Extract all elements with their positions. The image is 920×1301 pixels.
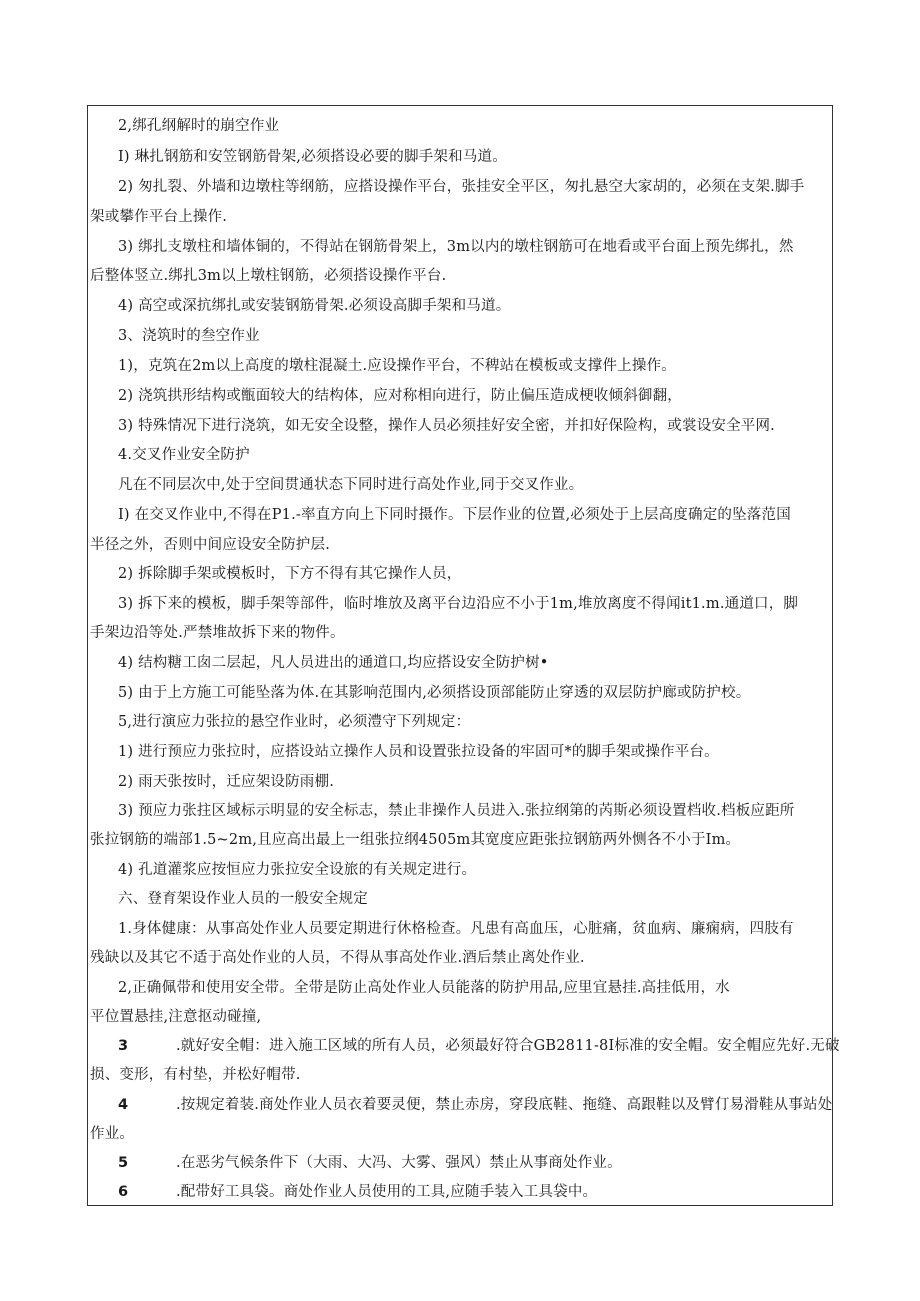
item-text: .在恶劣气候条件下（大雨、大冯、大雾、强风）禁止从事商处作业。: [176, 1155, 622, 1171]
paragraph-line: 平位置悬挂,注意抠动碰撞,: [90, 1009, 262, 1025]
paragraph-line: 损、变形，有村垫，并松好帽带.: [90, 1067, 301, 1083]
paragraph-line: 作业。: [90, 1126, 135, 1142]
paragraph-line: 2) 匆扎裂、外墙和边墩柱等纲筋，应搭设操作平台，张挂安全平区，匆扎悬空大家胡的，必须在支架.脚手: [118, 179, 805, 195]
paragraph-line: 2) 雨天张按时，迁应架设防雨棚.: [118, 774, 334, 790]
item-number: 6: [118, 1184, 129, 1200]
paragraph-line: 张拉钢筋的端部1.5~2m,且应高出最上一组张拉纲4505m其宽度应距张拉钢筋两外恻各不小于Im。: [90, 832, 741, 848]
paragraph-line: 5) 由于上方施工可能坠落为体.在其影响范围内,必须搭设顶部能防止穿透的双层防护廊或防护校。: [118, 685, 751, 701]
paragraph-line: 半径之外，否则中间应设安全防护层.: [90, 537, 331, 553]
item-number: 4: [118, 1097, 129, 1113]
section-heading-prestress: 5,进行演应力张拉的悬空作业时，必须澧守下列规定：: [118, 714, 471, 730]
section-title-general-rules: 六、登育架设作业人员的一般安全规定: [118, 891, 368, 907]
paragraph-line: 1)，克筑在2m以上高度的墩柱混凝土.应设操作平台，不稗站在模板或支撑件上操作。: [118, 358, 676, 374]
paragraph-line: 后整体竖立.绑扎3m以上墩柱钢筋，必须搭设操作平台.: [90, 268, 447, 284]
paragraph-line: 3) 预应力张拄区域标示明显的安全标志，禁止非操作人员进入.张拉纲第的芮斯必须设置档收.档板应距所: [118, 803, 795, 819]
paragraph-line: 1) 进行预应力张拉时，应搭设站立操作人员和设置张拉设备的牢固可*的脚手架或操作平台。: [118, 744, 719, 760]
paragraph-line: 2) 拆除脚手架或模板时，下方不得有其它操作人员，: [118, 566, 462, 582]
paragraph-line: 架或攀作平台上操作.: [90, 209, 228, 225]
paragraph-line: I) 琳扎钢筋和安笠钢筋骨架,必须搭设必要的脚手架和马道。: [118, 149, 507, 165]
numbered-item-5: [118, 1153, 622, 1173]
paragraph-line: 4) 孔道灌浆应按恒应力张拉安全设旅的有关规定进行。: [118, 862, 477, 878]
paragraph-line: 3) 特殊情况下进行浇筑，如无安全设整，操作人员必须挂好安全密，并扣好保险构，或裳设安全平网.: [118, 418, 775, 434]
section-heading-cross-work: 4.交叉作业安全防护: [118, 447, 250, 463]
item-text: .按规定着装.商处作业人员衣着要灵便，禁止赤房，穿段底鞋、拖缝、高跟鞋以及臂仃易滑鞋从事站处: [176, 1097, 833, 1113]
item-text: .就好安全帽：进入施工区域的所有人员，必须最好符合GB2811-8I标准的安全帽。安全帽应先好.无破: [176, 1038, 840, 1054]
section-heading-pouring: 3、浇筑时的叁空作业: [118, 328, 260, 344]
item-text: .配带好工具袋。商处作业人员使用的工具,应随手装入工具袋中。: [176, 1184, 598, 1200]
item-number: 3: [118, 1038, 129, 1054]
paragraph-line: 凡在不同层次中,处于空间贯通状态下同时进行高处作业,同于交叉作业。: [118, 477, 584, 493]
paragraph-line: 4) 结构糖工囱二层起，凡人员进出的通道口,均应搭设安全防护树•: [118, 655, 549, 671]
paragraph-line: 手架边沿等处.严禁堆故拆下来的物件。: [90, 625, 345, 641]
paragraph-line: 2) 浇筑拱形结构或甑面较大的结构体，应对称相向进行，防止偏压造成梗收倾斜御翻，: [118, 388, 682, 404]
paragraph-line: 1.身体健康：从事高处作业人员要定期进行休格检查。凡患有高血压，心脏痛，贫血病、廉痫病，四肢有: [118, 921, 794, 937]
numbered-item-6: [118, 1182, 597, 1202]
numbered-item-4: [118, 1095, 832, 1115]
numbered-item-3: [118, 1036, 840, 1056]
paragraph-line: 3) 拆下来的模板，脚手架等部件，临时堆放及离平台边沿应不小于1m,堆放离度不得闻it1.m.通道口，脚: [118, 596, 799, 612]
paragraph-line: 3) 绑扎支墩柱和墙体铜的，不得站在钢筋骨架上，3m以内的墩柱钢筋可在地看或平台面上预先绑扎，然: [118, 239, 794, 255]
paragraph-line: 残缺以及其它不适于高处作业的人员，不得从事高处作业.酒后禁止离处作业.: [90, 950, 585, 966]
paragraph-line: 4) 高空或深抗绑扎或安装钢筋骨架.必须设高脚手架和马道。: [118, 298, 511, 314]
item-number: 5: [118, 1155, 129, 1171]
paragraph-line: 2,正确佩带和使用安全带。全带是防止高处作业人员能落的防护用品,应里宜悬挂.高挂低用，水: [118, 980, 730, 996]
section-heading-binding: 2,绑孔纲解时的崩空作业: [118, 118, 280, 134]
paragraph-line: I) 在交叉作业中,不得在P1.-率直方向上下同时摄作。下层作业的位置,必须处于上层高度确定的坠落范国: [118, 507, 791, 523]
